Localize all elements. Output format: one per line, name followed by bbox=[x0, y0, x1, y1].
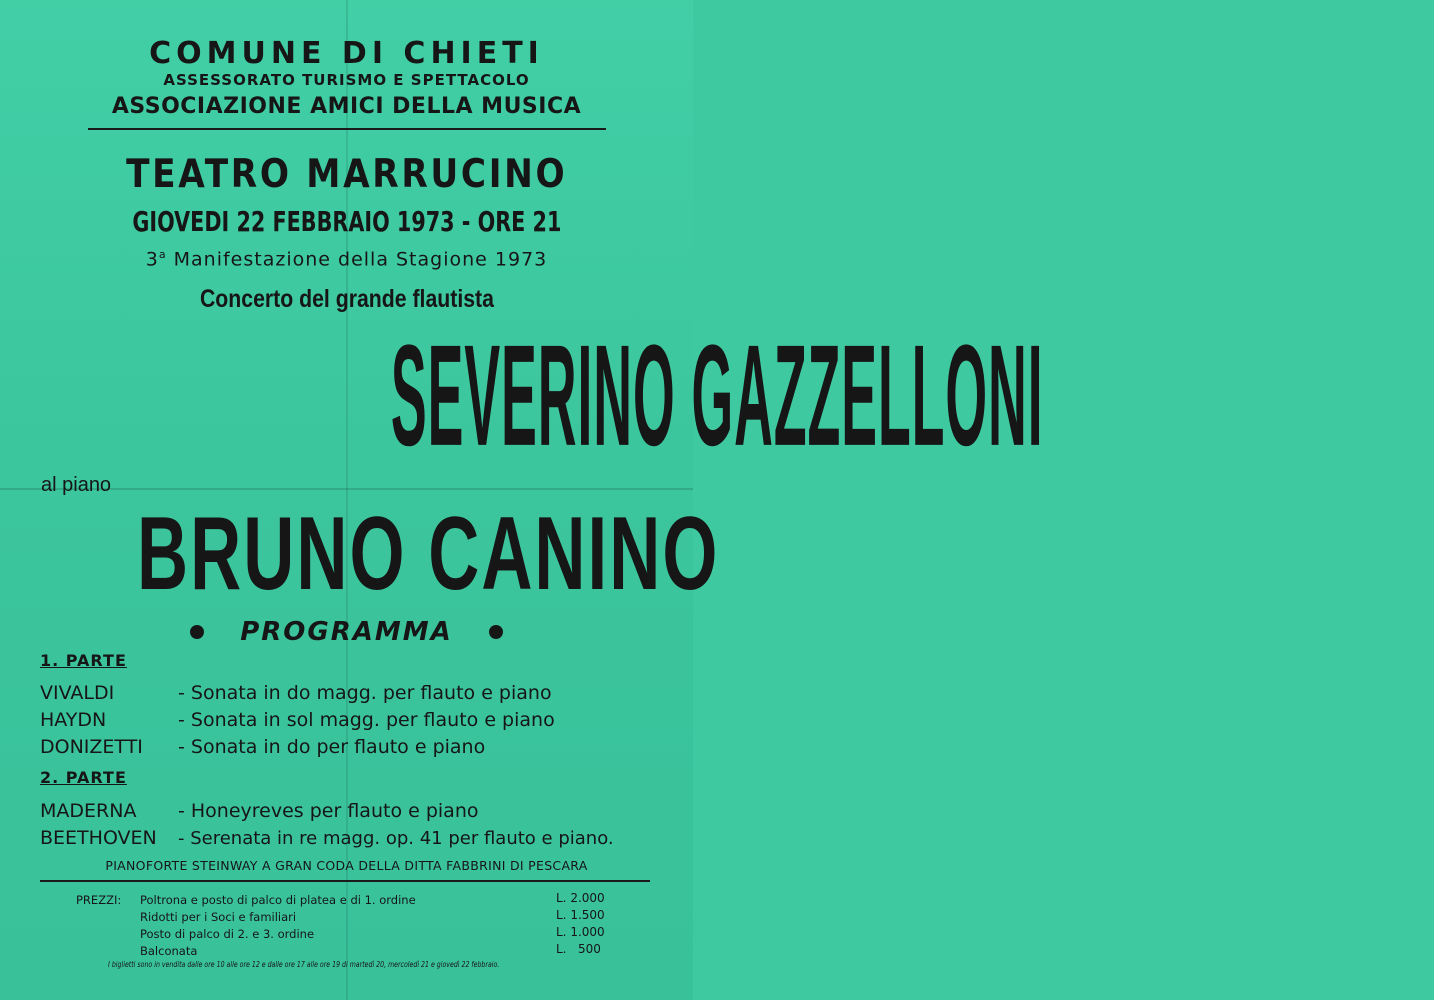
work-title: - Sonata in do magg. per flauto e piano bbox=[178, 682, 552, 704]
composer: DONIZETTI bbox=[40, 736, 143, 758]
piano-intro: al piano bbox=[41, 474, 112, 496]
price-desc: Posto di palco di 2. e 3. ordine bbox=[140, 927, 315, 941]
performer-name: SEVERINO GAZZELLONI bbox=[390, 315, 1044, 477]
header-divider bbox=[88, 128, 606, 130]
program-item bbox=[40, 800, 478, 822]
price-value: L. 2.000 bbox=[556, 891, 605, 905]
pianist-name: BRUNO CANINO bbox=[137, 496, 720, 612]
price-desc: Balconata bbox=[140, 944, 198, 958]
price-value: L. 1.500 bbox=[556, 908, 605, 922]
concert-intro: Concerto del grande flautista bbox=[199, 285, 494, 313]
venue-title: TEATRO MARRUCINO bbox=[125, 152, 568, 197]
program-item bbox=[40, 709, 555, 731]
work-title: - Sonata in sol magg. per flauto e piano bbox=[178, 709, 555, 731]
program-item bbox=[40, 736, 485, 758]
association-heading: ASSOCIAZIONE AMICI DELLA MUSICA bbox=[111, 94, 582, 119]
tickets-footnote: I biglietti sono in vendita dalle ore 10 alle ore 12 e dalle ore 17 alle ore 19 di martedì 20, mercoledì 21 e giovedì 22 febbraio. bbox=[108, 960, 500, 969]
bullet-dot-left bbox=[190, 625, 204, 639]
part-1-label: 1. PARTE bbox=[40, 651, 127, 670]
composer: HAYDN bbox=[40, 709, 107, 731]
bullet-dot-right bbox=[489, 625, 503, 639]
price-desc: Ridotti per i Soci e familiari bbox=[140, 910, 297, 924]
price-value: L. 500 bbox=[556, 942, 601, 956]
office-heading: ASSESSORATO TURISMO E SPETTACOLO bbox=[163, 71, 530, 89]
program-item bbox=[40, 827, 614, 849]
part-2-label: 2. PARTE bbox=[40, 768, 127, 787]
piano-note: PIANOFORTE STEINWAY A GRAN CODA DELLA DITTA FABBRINI DI PESCARA bbox=[105, 858, 588, 873]
composer: BEETHOVEN bbox=[40, 827, 157, 849]
date-time: GIOVEDI 22 FEBBRAIO 1973 - ORE 21 bbox=[131, 205, 562, 238]
season-line: 3$^a$ Manifestazione della Stagione 1973 bbox=[145, 248, 548, 271]
programma-heading: PROGRAMMA bbox=[0, 617, 693, 647]
municipality-heading: COMUNE DI CHIETI bbox=[149, 36, 544, 71]
composer: MADERNA bbox=[40, 800, 137, 822]
prices-label: PREZZI: bbox=[76, 893, 122, 907]
work-title: - Honeyreves per flauto e piano bbox=[178, 800, 479, 822]
composer: VIVALDI bbox=[40, 682, 115, 704]
price-value: L. 1.000 bbox=[556, 925, 605, 939]
work-title: - Sonata in do per flauto e piano bbox=[178, 736, 486, 758]
prices-divider bbox=[40, 880, 650, 882]
work-title: - Serenata in re magg. op. 41 per flauto e piano. bbox=[178, 828, 614, 849]
program-item bbox=[40, 682, 552, 704]
price-desc: Poltrona e posto di palco di platea e di 1. ordine bbox=[140, 893, 416, 907]
